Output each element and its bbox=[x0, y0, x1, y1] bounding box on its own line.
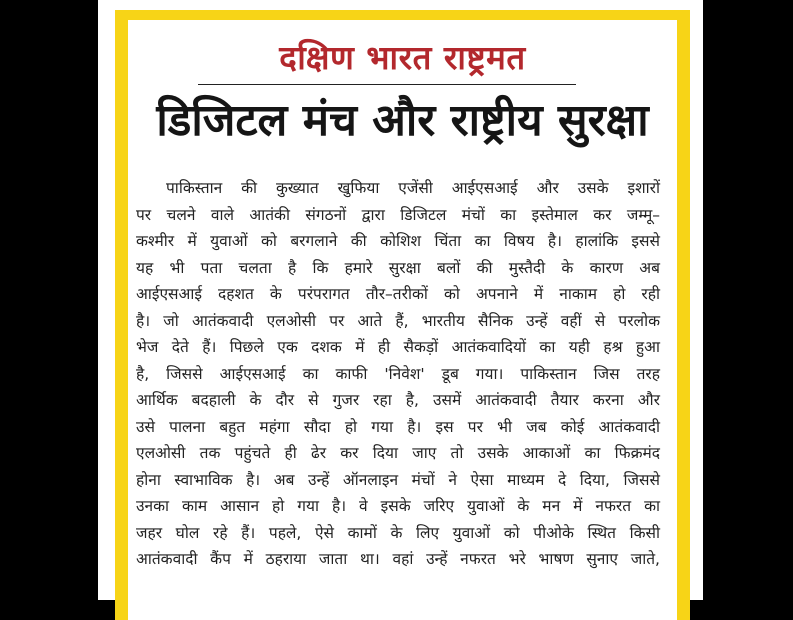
article-box bbox=[128, 20, 677, 620]
body-line: आईएसआई दहशत के परंपरागत तौर–तरीकों को अपनाने में नाकाम हो रही bbox=[136, 285, 660, 303]
masthead-divider bbox=[198, 84, 576, 85]
article-body bbox=[136, 175, 660, 573]
body-line: आर्थिक बदहाली के दौर से गुजर रहा है, उसमें आतंकवादी तैयार करना और bbox=[136, 391, 660, 409]
body-line: एलओसी तक पहुंचते ही ढेर कर दिया जाए तो उसके आकाओं का फिक्रमंद bbox=[136, 444, 660, 462]
headline: डिजिटल मंच और राष्ट्रीय सुरक्षा bbox=[156, 95, 649, 146]
body-line: है, जिससे आईएसआई का काफी 'निवेश' डूब गया। पाकिस्तान जिस तरह bbox=[136, 364, 660, 383]
body-line: पर चलने वाले आतंकी संगठनों द्वारा डिजिटल मंचों का इस्तेमाल कर जम्मू– bbox=[136, 205, 660, 224]
body-line: है। जो आतंकवादी एलओसी पर आते हैं, भारतीय सैनिक उन्हें वहीं से परलोक bbox=[136, 311, 660, 330]
masthead: दक्षिण भारत राष्ट्रमत bbox=[279, 38, 526, 77]
body-line: उनका काम आसान हो गया है। वे इसके जरिए युवाओं के मन में नफरत का bbox=[136, 497, 660, 515]
body-line: आतंकवादी कैंप में ठहराया जाता था। वहां उन्हें नफरत भरे भाषण सुनाए जाते, bbox=[136, 550, 660, 568]
body-line: कश्मीर में युवाओं को बरगलाने की कोशिश चिंता का विषय है। हालांकि इससे bbox=[136, 232, 660, 250]
body-line: यह भी पता चलता है कि हमारे सुरक्षा बलों की मुस्तैदी के कारण अब bbox=[136, 258, 660, 277]
body-line: उसे पालना बहुत महंगा सौदा हो गया है। इस पर भी जब कोई आतंकवादी bbox=[136, 417, 660, 436]
body-line: पाकिस्तान की कुख्यात खुफिया एजेंसी आईएसआई और उसके इशारों bbox=[166, 179, 660, 197]
body-line: भेज देते हैं। पिछले एक दशक में ही सैकड़ों आतंकवादियों का यही हश्र हुआ bbox=[136, 338, 660, 356]
body-line: जहर घोल रहे हैं। पहले, ऐसे कामों के लिए युवाओं को पीओके स्थित किसी bbox=[136, 523, 660, 542]
body-line: होना स्वाभाविक है। अब उन्हें ऑनलाइन मंचों ने ऐसा माध्यम दे दिया, जिससे bbox=[136, 470, 660, 489]
